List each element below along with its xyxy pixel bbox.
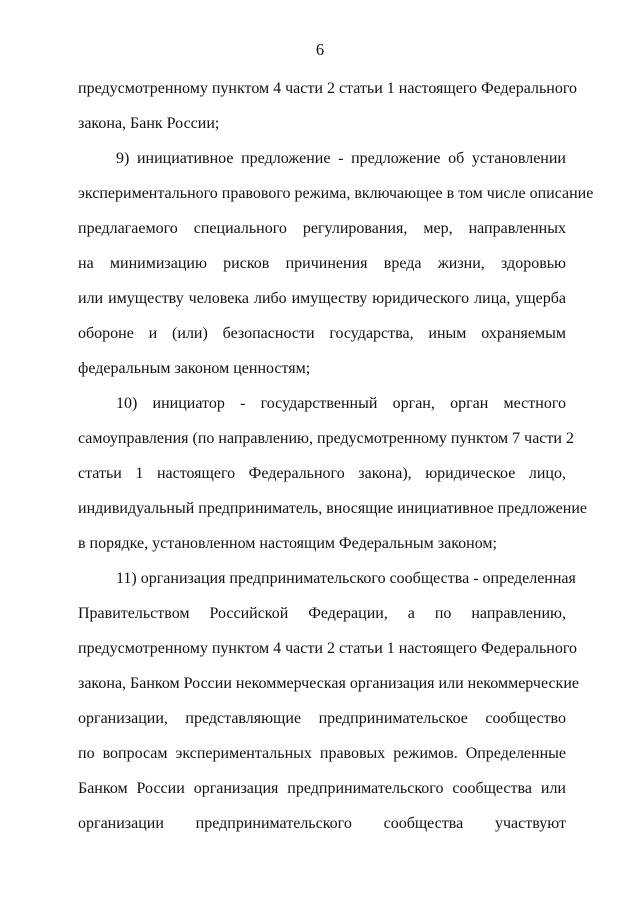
text-line: в порядке, установленном настоящим Федеральным законом; <box>78 535 497 552</box>
text-line: предлагаемого специального регулирования, мер, направленных <box>78 220 566 237</box>
text-line: по вопросам экспериментальных правовых режимов. Определенные <box>78 745 566 762</box>
text-line: индивидуальный предприниматель, вносящие инициативное предложение <box>78 500 587 517</box>
text-line: 9) инициативное предложение - предложение об установлении <box>116 150 566 167</box>
text-line: предусмотренному пунктом 4 части 2 статьи 1 настоящего Федерального <box>78 80 577 97</box>
text-line: 11) организация предпринимательского сообщества - определенная <box>116 570 576 587</box>
text-line: предусмотренному пунктом 4 части 2 статьи 1 настоящего Федерального <box>78 640 577 657</box>
text-line: организации, представляющие предпринимательское сообщество <box>78 710 566 727</box>
text-line: экспериментального правового режима, включающее в том числе описание <box>78 185 594 202</box>
text-line: закона, Банк России; <box>78 115 220 132</box>
text-line: Банком России организация предпринимательского сообщества или <box>78 780 566 797</box>
text-line: обороне и (или) безопасности государства, иным охраняемым <box>78 325 566 342</box>
text-line: или имуществу человека либо имуществу юридического лица, ущерба <box>78 290 566 307</box>
text-line: статьи 1 настоящего Федерального закона), юридическое лицо, <box>78 465 566 482</box>
page-number: 6 <box>315 40 325 59</box>
text-line: федеральным законом ценностям; <box>78 360 311 377</box>
text-line: на минимизацию рисков причинения вреда жизни, здоровью <box>78 255 566 272</box>
text-line: закона, Банком России некоммерческая организация или некоммерческие <box>78 675 579 692</box>
text-line: организации предпринимательского сообщества участвуют <box>78 815 566 832</box>
text-line: 10) инициатор - государственный орган, орган местного <box>116 395 566 412</box>
text-line: самоуправления (по направлению, предусмотренному пунктом 7 части 2 <box>78 430 574 447</box>
text-line: Правительством Российской Федерации, а по направлению, <box>78 605 566 622</box>
